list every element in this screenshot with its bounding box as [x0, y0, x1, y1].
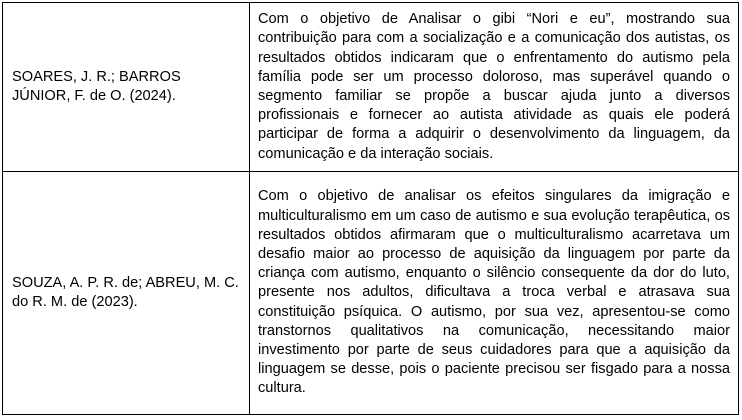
author-cell: [3, 172, 250, 415]
summary-cell: [250, 172, 739, 415]
author-cell: [3, 3, 250, 172]
study-summary: Com o objetivo de analisar os efeitos singulares da imigração e multiculturalismo em um caso de autismo e sua evolução terapêutica, os resultados obtidos afirmaram que o multiculturalismo acarretava um desafio maior ao processo de aquisição da linguagem por parte da criança com autismo, enquanto o silêncio consequente da dor do luto, presente nos adultos, dificultava a troca verbal e atrasava sua constituição psíquica. O autismo, por sua vez, apresentou-se como transtornos qualitativos na comunicação, necessitando maior investimento por parte de seus cuidadores para que a aquisição da linguagem se desse, pois o paciente precisou ser fisgado para a nossa cultura.: [258, 188, 730, 397]
literature-review-table: [2, 2, 739, 415]
table-row: [3, 172, 739, 415]
table-row: [3, 3, 739, 172]
author-citation: SOARES, J. R.; BARROS JÚNIOR, F. de O. (2024).: [12, 69, 181, 104]
author-citation: SOUZA, A. P. R. de; ABREU, M. C. do R. M. de (2023).: [12, 275, 239, 310]
summary-cell: [250, 3, 739, 172]
study-summary: Com o objetivo de Analisar o gibi “Nori e eu”, mostrando sua contribuição para com a socialização e a comunicação dos autistas, os resultados obtidos indicaram que o enfrentamento do autismo pela família pode ser um processo doloroso, mas superável quando o segmento familiar se propõe a buscar ajuda junto a diversos profissionais e fornecer ao autista atividade as quais ele poderá participar de forma a adquirir o desenvolvimento da linguagem, da comunicação e da interação sociais.: [258, 11, 730, 162]
